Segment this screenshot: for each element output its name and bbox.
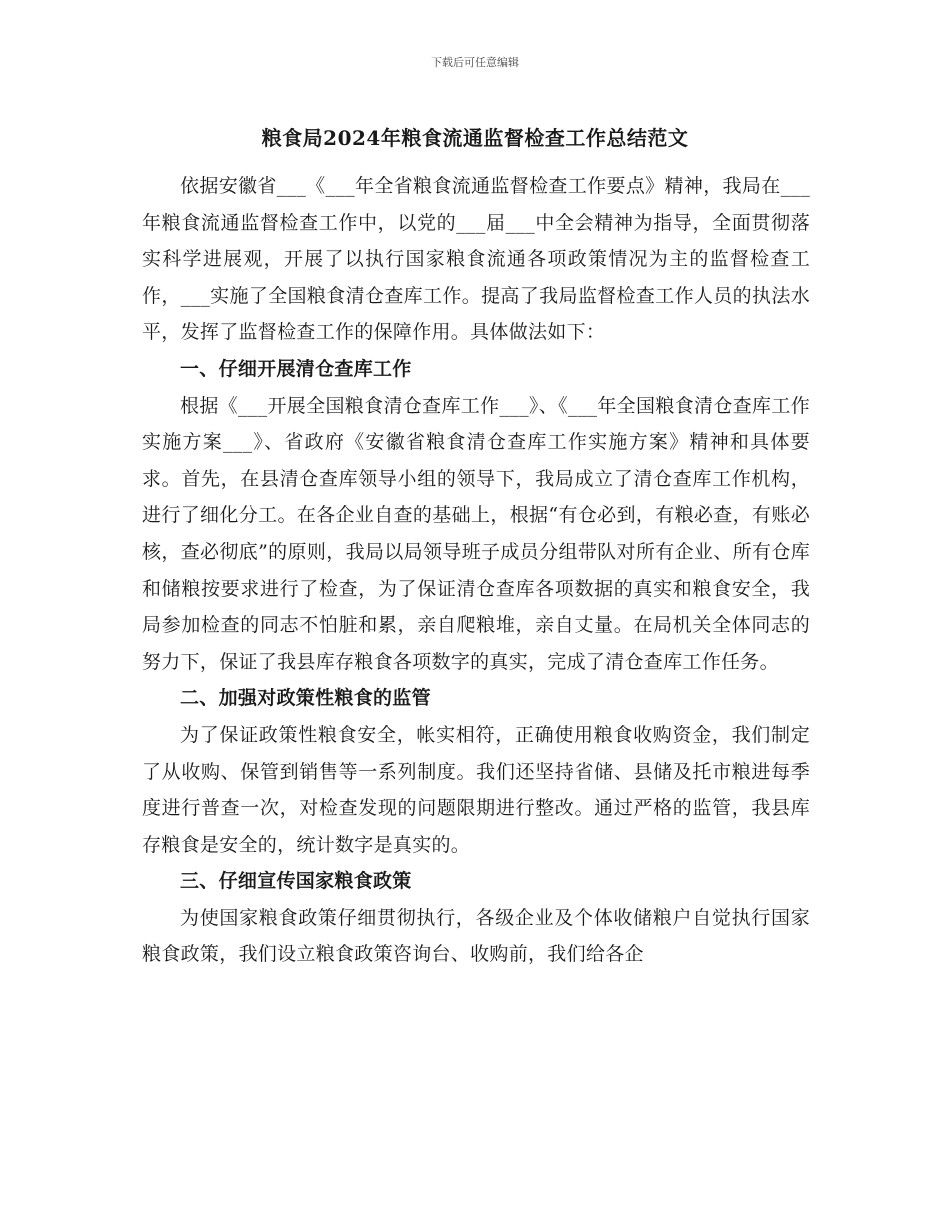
- section-heading-3: 三、仔细宣传国家粮食政策: [180, 870, 412, 893]
- header-note: 下载后可任意编辑: [431, 56, 519, 69]
- document-title: 粮食局2024年粮食流通监督检查工作总结范文: [261, 126, 689, 150]
- section-paragraph-1: 根据《___开展全国粮食清仓查库工作___》、《___年全国粮食清仓查库工作实施方案___》、省政府《安徽省粮食清仓查库工作实施方案》精神和具体要求。首先，在县清仓查库领导小组的领导下，我局成立了清仓查库工作机构，进行了细化分工。在各企业自查的基础上，根据“有仓必到，有粮必查，有账必核，查必彻底”的原则，我局以局领导班子成员分组带队对所有企业、所有仓库和储粮按要求进行了检查，为了保证清仓查库各项数据的真实和粮食安全，我局参加检查的同志不怕脏和累，亲自爬粮堆，亲自丈量。在局机关全体同志的努力下，保证了我县库存粮食各项数字的真实，完成了清仓查库工作任务。: [142, 394, 810, 673]
- document-body: [142, 168, 810, 973]
- section-paragraph-2: 为了保证政策性粮食安全，帐实相符，正确使用粮食收购资金，我们制定了从收购、保管到销售等一系列制度。我们还坚持省储、县储及托市粮进每季度进行普查一次，对检查发现的问题限期进行整改。通过严格的监管，我县库存粮食是安全的，统计数字是真实的。: [142, 723, 810, 856]
- section-paragraph-3: 为使国家粮食政策仔细贯彻执行，各级企业及个体收储粮户自觉执行国家粮食政策，我们设立粮食政策咨询台、收购前，我们给各企: [142, 906, 810, 966]
- intro-paragraph: 依据安徽省___《___年全省粮食流通监督检查工作要点》精神，我局在___年粮食流通监督检查工作中，以党的___届___中全会精神为指导，全面贯彻落实科学进展观，开展了以执行国家粮食流通各项政策情况为主的监督检查工作，___实施了全国粮食清仓查库工作。提高了我局监督检查工作人员的执法水平，发挥了监督检查工作的保障作用。具体做法如下：: [142, 175, 810, 344]
- section-heading-1: 一、仔细开展清仓查库工作: [180, 357, 412, 380]
- section-heading-2: 二、加强对政策性粮食的监管: [180, 687, 431, 710]
